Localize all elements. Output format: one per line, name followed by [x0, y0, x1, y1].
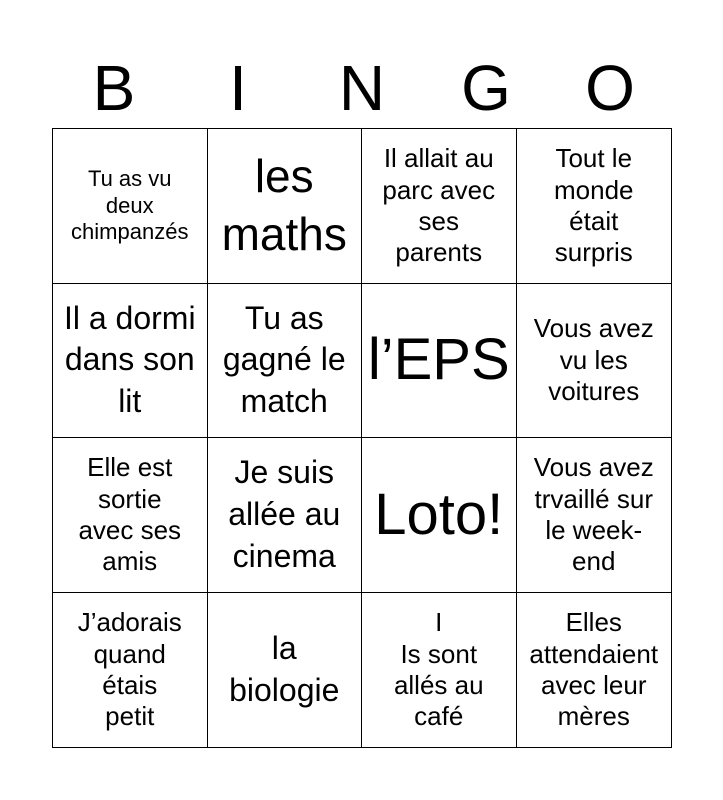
bingo-cell[interactable]	[362, 129, 517, 284]
bingo-cell[interactable]	[208, 284, 363, 439]
bingo-cell[interactable]	[208, 129, 363, 284]
header-letter-o: O	[585, 52, 635, 124]
bingo-cell[interactable]	[517, 593, 672, 748]
cell-text: l’EPS	[367, 327, 510, 393]
cell-text: I Is sont allés au café	[393, 607, 484, 731]
bingo-cell[interactable]	[362, 593, 517, 748]
cell-text: Tu as vu deux chimpanzés	[71, 166, 189, 244]
bingo-cell[interactable]	[517, 129, 672, 284]
bingo-cell[interactable]	[53, 438, 208, 593]
cell-text: les maths	[221, 150, 347, 260]
header-letter-i: I	[229, 52, 247, 124]
cell-text: Vous avez vu les voitures	[533, 313, 654, 406]
header-letter-g: G	[461, 52, 511, 124]
header-letter-b: B	[92, 52, 136, 124]
bingo-board	[52, 128, 672, 748]
bingo-cell[interactable]	[517, 284, 672, 439]
cell-text: Je suis allée au cinema	[228, 454, 341, 574]
bingo-header	[52, 48, 672, 128]
bingo-cell[interactable]	[53, 593, 208, 748]
cell-text: Elle est sortie avec ses amis	[78, 452, 182, 576]
cell-text: Loto!	[374, 481, 504, 547]
cell-text: J’adorais quand étais petit	[77, 607, 182, 731]
bingo-cell[interactable]	[208, 438, 363, 593]
cell-text: Elles attendaient avec leur mères	[529, 607, 659, 731]
free-space-cell[interactable]	[362, 438, 517, 593]
cell-text: Il allait au parc avec ses parents	[382, 143, 496, 267]
cell-text: Vous avez trvaillé sur le week- end	[533, 452, 654, 576]
cell-text: Il a dormi dans son lit	[63, 299, 196, 420]
bingo-cell[interactable]	[208, 593, 363, 748]
cell-text: Tout le monde était surpris	[554, 143, 634, 267]
cell-text: la biologie	[229, 630, 340, 708]
bingo-cell[interactable]	[362, 284, 517, 439]
bingo-cell[interactable]	[517, 438, 672, 593]
bingo-cell[interactable]	[53, 129, 208, 284]
bingo-cell[interactable]	[53, 284, 208, 439]
cell-text: Tu as gagné le match	[222, 299, 346, 420]
header-letter-n: N	[338, 52, 386, 124]
